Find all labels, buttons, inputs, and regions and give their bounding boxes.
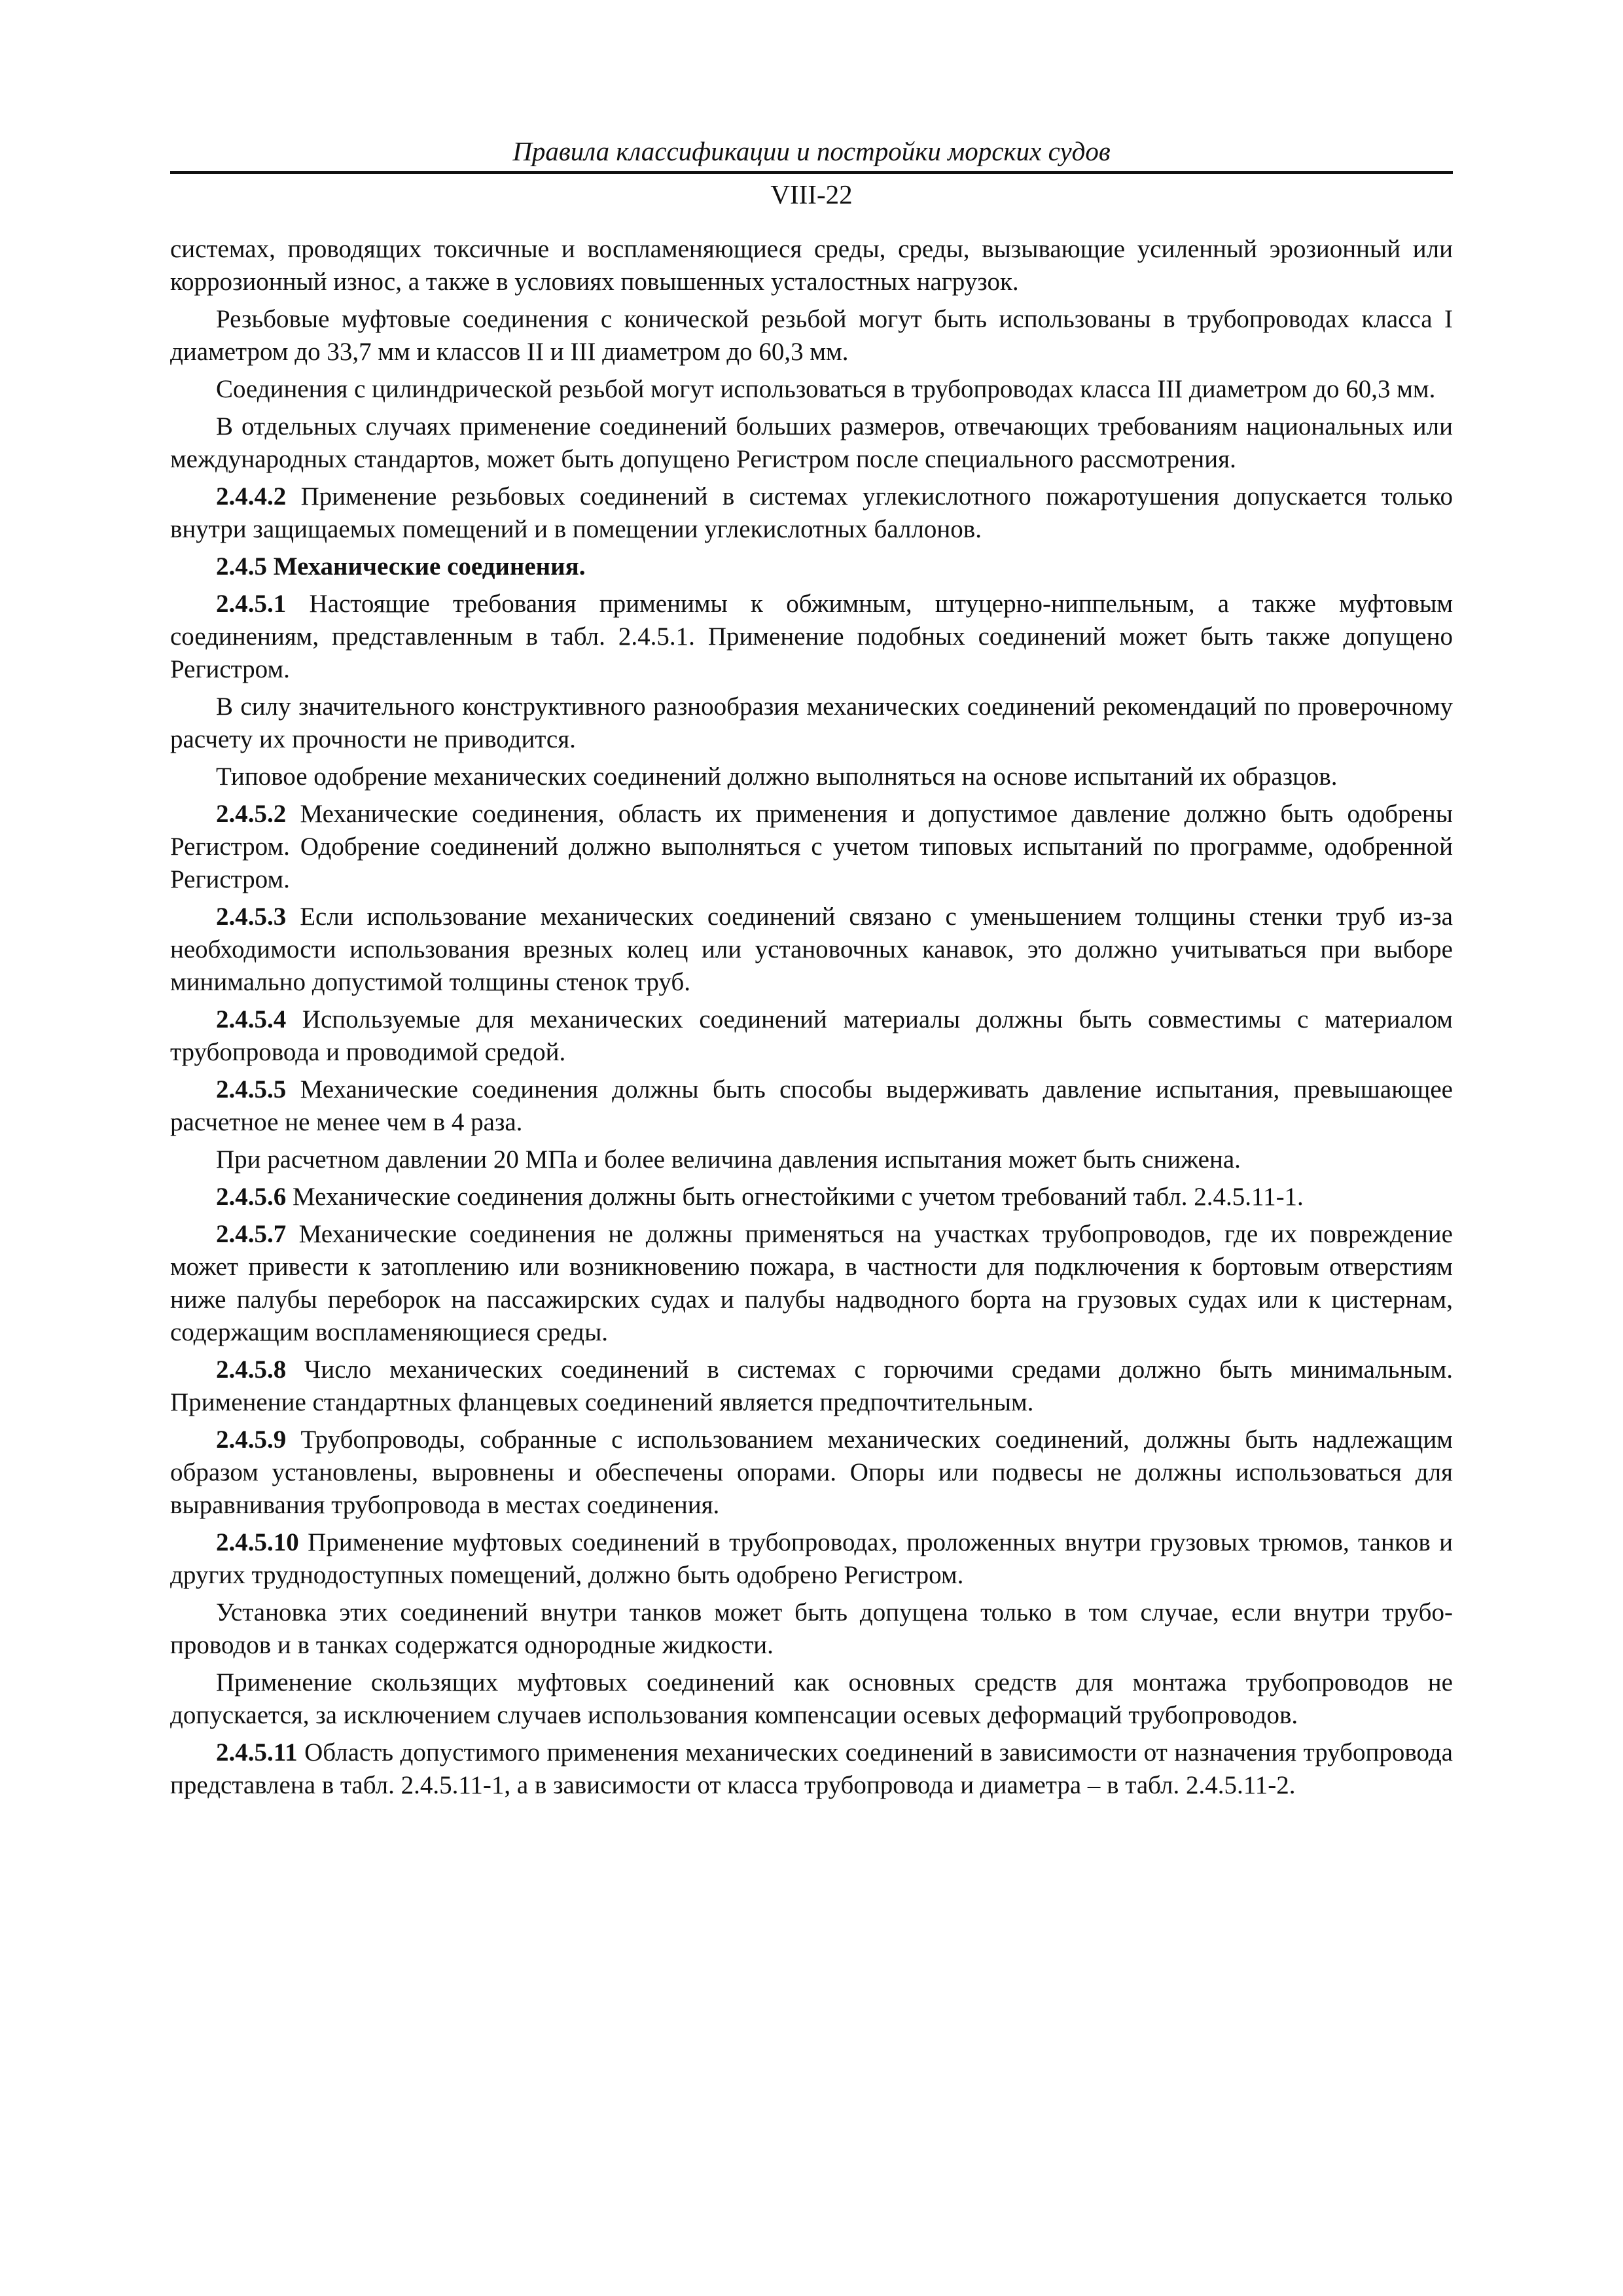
clause-number: 2.4.5.5: [216, 1075, 287, 1103]
paragraph: [170, 1424, 1453, 1522]
paragraph-text: В силу значительного конструктивного разнообразия механических соединений рекомендаций по проверочному расчету их прочности не приводится.: [170, 692, 1453, 753]
paragraph-text: Область допустимого применения механических соединений в зависимости от назначения трубопровода представлена в табл. 2.4.5.11-1, а в зависимости от класса трубопровода и диаметра – в табл. 2.4.5.11-2.: [170, 1738, 1453, 1799]
section-title: Механические соединения.: [267, 552, 586, 581]
paragraph-text: Механические соединения должны быть огнестойкими с учетом требований табл. 2.4.5.11-1.: [286, 1183, 1304, 1211]
paragraph-text: В отдельных случаях применение соединений больших размеров, отвечающих требованиям национальных или международных стандартов, может быть допущено Регистром после специального рассмотрения.: [170, 412, 1453, 473]
paragraph-text: Резьбовые муфтовые соединения с конической резьбой могут быть использованы в трубопроводах класса I диаметром до 33,7 мм и классов II и III диаметром до 60,3 мм.: [170, 305, 1453, 366]
clause-number: 2.4.5.10: [216, 1528, 299, 1556]
paragraph-text: Типовое одобрение механических соединений должно выполняться на основе испытаний их образцов.: [216, 762, 1338, 791]
paragraph-text: Механические соединения, область их применения и допустимое давление должно быть одобрены Регистром. Одобрение соединений должно выполняться с учетом типовых испытаний по программе, одобренной Регистром.: [170, 800, 1453, 893]
paragraph-text: При расчетном давлении 20 МПа и более величина давления испытания может быть снижена.: [216, 1145, 1241, 1174]
paragraph: [170, 1666, 1453, 1732]
body-text: [170, 233, 1453, 1802]
paragraph-text: Применение муфтовых соединений в трубопроводах, проложенных внутри грузовых трюмов, танков и других труднодоступных помещений, должно быть одобрено Регистром.: [170, 1528, 1453, 1589]
clause-number: 2.4.4.2: [216, 482, 287, 511]
paragraph-text: системах, проводящих токсичные и воспламеняющиеся среды, среды, вызывающие усиленный эрозионный или коррозионный износ, а также в условиях повышенных усталостных нагрузок.: [170, 235, 1453, 296]
paragraph: [170, 373, 1453, 406]
paragraph-text: Соединения с цилиндрической резьбой могут использоваться в трубопроводах класса III диаметром до 60,3 мм.: [216, 375, 1436, 403]
paragraph: [170, 1073, 1453, 1139]
paragraph: [170, 1003, 1453, 1069]
clause-number: 2.4.5.3: [216, 903, 287, 931]
paragraph-text: Механические соединения не должны применяться на участках трубопроводов, где их повреждение может привести к затоплению или возникновению пожара, в частности для подключения к бортовым отверстиям ниже палубы переборок на пассажирских судах и палубы надводного борта на грузовых судах или к цистернам, содержащим воспламеняющиеся среды.: [170, 1220, 1453, 1346]
clause-number: 2.4.5.9: [216, 1426, 287, 1454]
paragraph: [170, 1354, 1453, 1419]
running-title: Правила классификации и постройки морских судов: [512, 136, 1111, 166]
section-number: 2.4.5: [216, 552, 267, 581]
paragraph: [170, 588, 1453, 686]
paragraph-text: Применение резьбовых соединений в системах углекислотного пожаротушения допускается только внутри защищаемых помещений и в помещении углекислотных баллонов.: [170, 482, 1453, 543]
paragraph: [170, 1218, 1453, 1349]
paragraph-text: Используемые для механических соединений материалы должны быть совместимы с материалом трубопровода и проводимой средой.: [170, 1005, 1453, 1066]
page-number: VIII-22: [770, 179, 853, 209]
paragraph: [170, 480, 1453, 546]
paragraph: [170, 1596, 1453, 1662]
paragraph: [170, 798, 1453, 896]
clause-number: 2.4.5.7: [216, 1220, 287, 1248]
clause-number: 2.4.5.2: [216, 800, 287, 828]
paragraph: [170, 233, 1453, 298]
paragraph-text: Механические соединения должны быть способы выдерживать давление испытания, превышающее расчетное не менее чем в 4 раза.: [170, 1075, 1453, 1136]
paragraph-text: Настоящие требования применимы к обжимным, штуцерно-ниппельным, а также муфтовым соединениям, представленным в табл. 2.4.5.1. Применение подобных соединений может быть также допущено Регистром.: [170, 590, 1453, 683]
paragraph-text: Трубопроводы, собранные с использованием механических соединений, должны быть надлежащим образом установлены, выровнены и обеспечены опорами. Опоры или подвесы не должны использоваться для выравнивания трубопровода в местах соединения.: [170, 1426, 1453, 1519]
paragraph: [170, 1526, 1453, 1592]
header-rule: [170, 171, 1453, 174]
clause-number: 2.4.5.8: [216, 1355, 287, 1384]
paragraph: [170, 761, 1453, 793]
paragraph: [170, 1736, 1453, 1802]
paragraph: [170, 691, 1453, 756]
paragraph: [170, 1181, 1453, 1213]
clause-number: 2.4.5.6: [216, 1183, 287, 1211]
paragraph: [170, 303, 1453, 368]
paragraph-text: Если использование механических соединений связано с уменьшением толщины стенки труб из-за необходимости использования врезных колец или установочных канавок, это должно учитываться при выборе минимально допустимой толщины стенок труб.: [170, 903, 1453, 996]
paragraph: [170, 1143, 1453, 1176]
document-page: [170, 134, 1453, 1806]
paragraph: [170, 410, 1453, 476]
paragraph-text: Число механических соединений в системах с горючими средами должно быть минимальным. Применение стандартных фланцевых соединений является предпочтительным.: [170, 1355, 1453, 1416]
section-heading: [170, 550, 1453, 583]
clause-number: 2.4.5.1: [216, 590, 287, 618]
clause-number: 2.4.5.11: [216, 1738, 298, 1767]
paragraph-text: Установка этих соединений внутри танков может быть допущена только в том случае, если внутри трубо-проводов и в танках содержатся однородные жидкости.: [170, 1598, 1453, 1659]
paragraph: [170, 901, 1453, 999]
paragraph-text: Применение скользящих муфтовых соединений как основных средств для монтажа трубопроводов не допускается, за исключением случаев использования компенсации осевых деформаций трубопроводов.: [170, 1668, 1453, 1729]
clause-number: 2.4.5.4: [216, 1005, 287, 1033]
